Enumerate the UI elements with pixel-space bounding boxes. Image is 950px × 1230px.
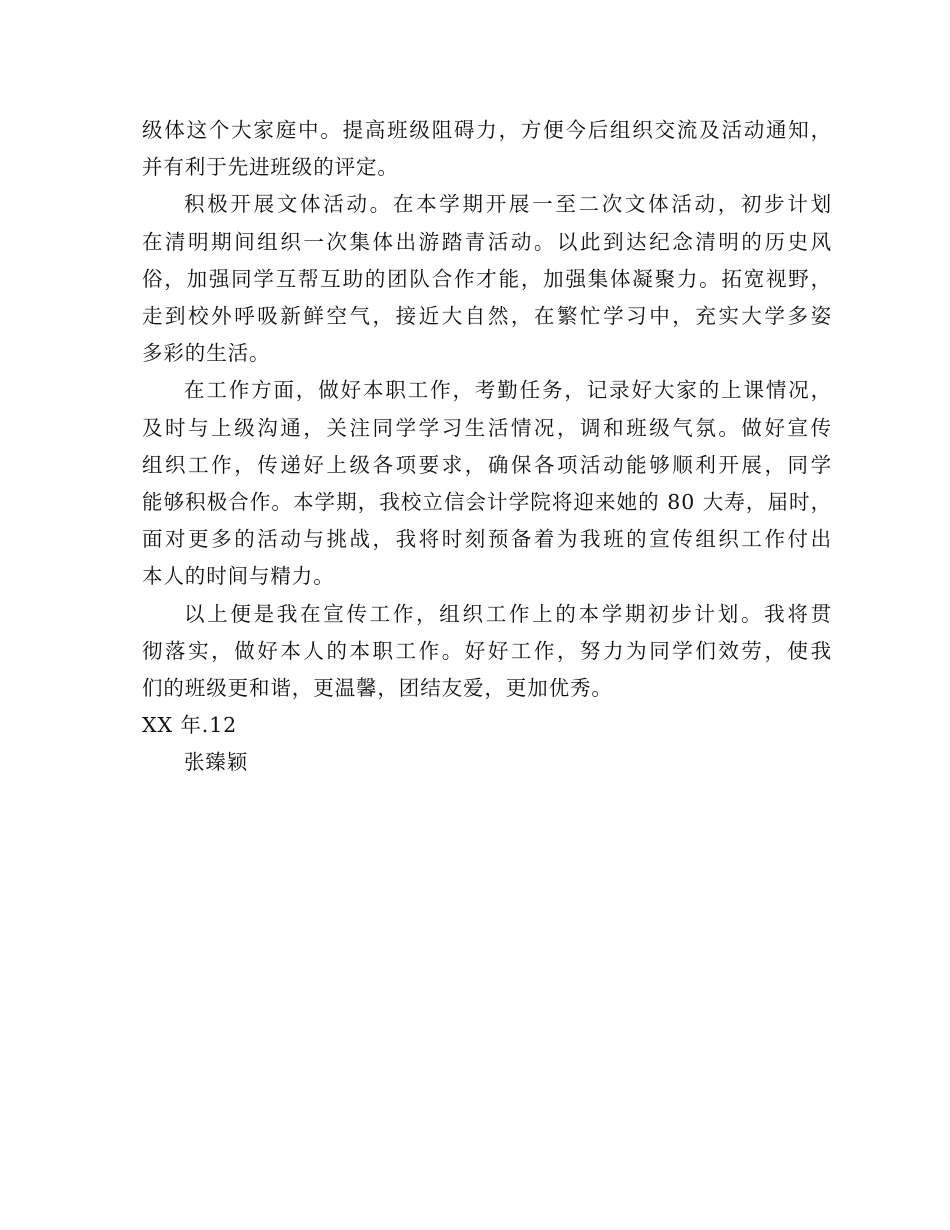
text-line: 积极开展文体活动。在本学期开展一至二次文体活动，初步计划 [184,192,832,217]
text-line: 彻落实，做好本人的本职工作。好好工作，努力为同学们效劳，使我 [142,638,832,663]
text-line: 们的班级更和谐，更温馨，团结友爱，更加优秀。 [142,676,613,701]
text-line: 俗，加强同学互帮互助的团队合作才能，加强集体凝聚力。拓宽视野， [142,266,832,291]
text-line: 面对更多的活动与挑战，我将时刻预备着为我班的宣传组织工作付出 [142,527,832,552]
text-line: 级体这个大家庭中。提高班级阻碍力，方便今后组织交流及活动通知， [142,118,832,142]
paragraph-conclusion [142,596,832,708]
text-line: 并有利于先进班级的评定。 [142,155,399,180]
text-line: 以上便是我在宣传工作，组织工作上的本学期初步计划。我将贯 [184,601,832,626]
text-line: 能够积极合作。本学期，我校立信会计学院将迎来她的 80 大寿，届时， [142,490,832,515]
document-body [142,112,832,782]
paragraph-sports-activities [142,186,832,372]
text-line: 在清明期间组织一次集体出游踏青活动。以此到达纪念清明的历史风 [142,229,832,254]
text-line: 及时与上级沟通，关注同学学习生活情况，调和班级气氛。做好宣传 [142,415,832,440]
text-line: 走到校外呼吸新鲜空气，接近大自然，在繁忙学习中，充实大学多姿 [142,304,832,329]
author-signature: 张臻颖 [184,750,249,775]
text-line: 多彩的生活。 [142,341,271,366]
document-date: XX 年.12 [142,713,238,738]
paragraph-class-cohesion [142,112,832,186]
paragraph-work-plan [142,372,832,595]
text-line: 在工作方面，做好本职工作，考勤任务，记录好大家的上课情况， [184,378,832,403]
text-line: 本人的时间与精力。 [142,564,335,589]
text-line: 组织工作，传递好上级各项要求，确保各项活动能够顺利开展，同学 [142,452,832,477]
